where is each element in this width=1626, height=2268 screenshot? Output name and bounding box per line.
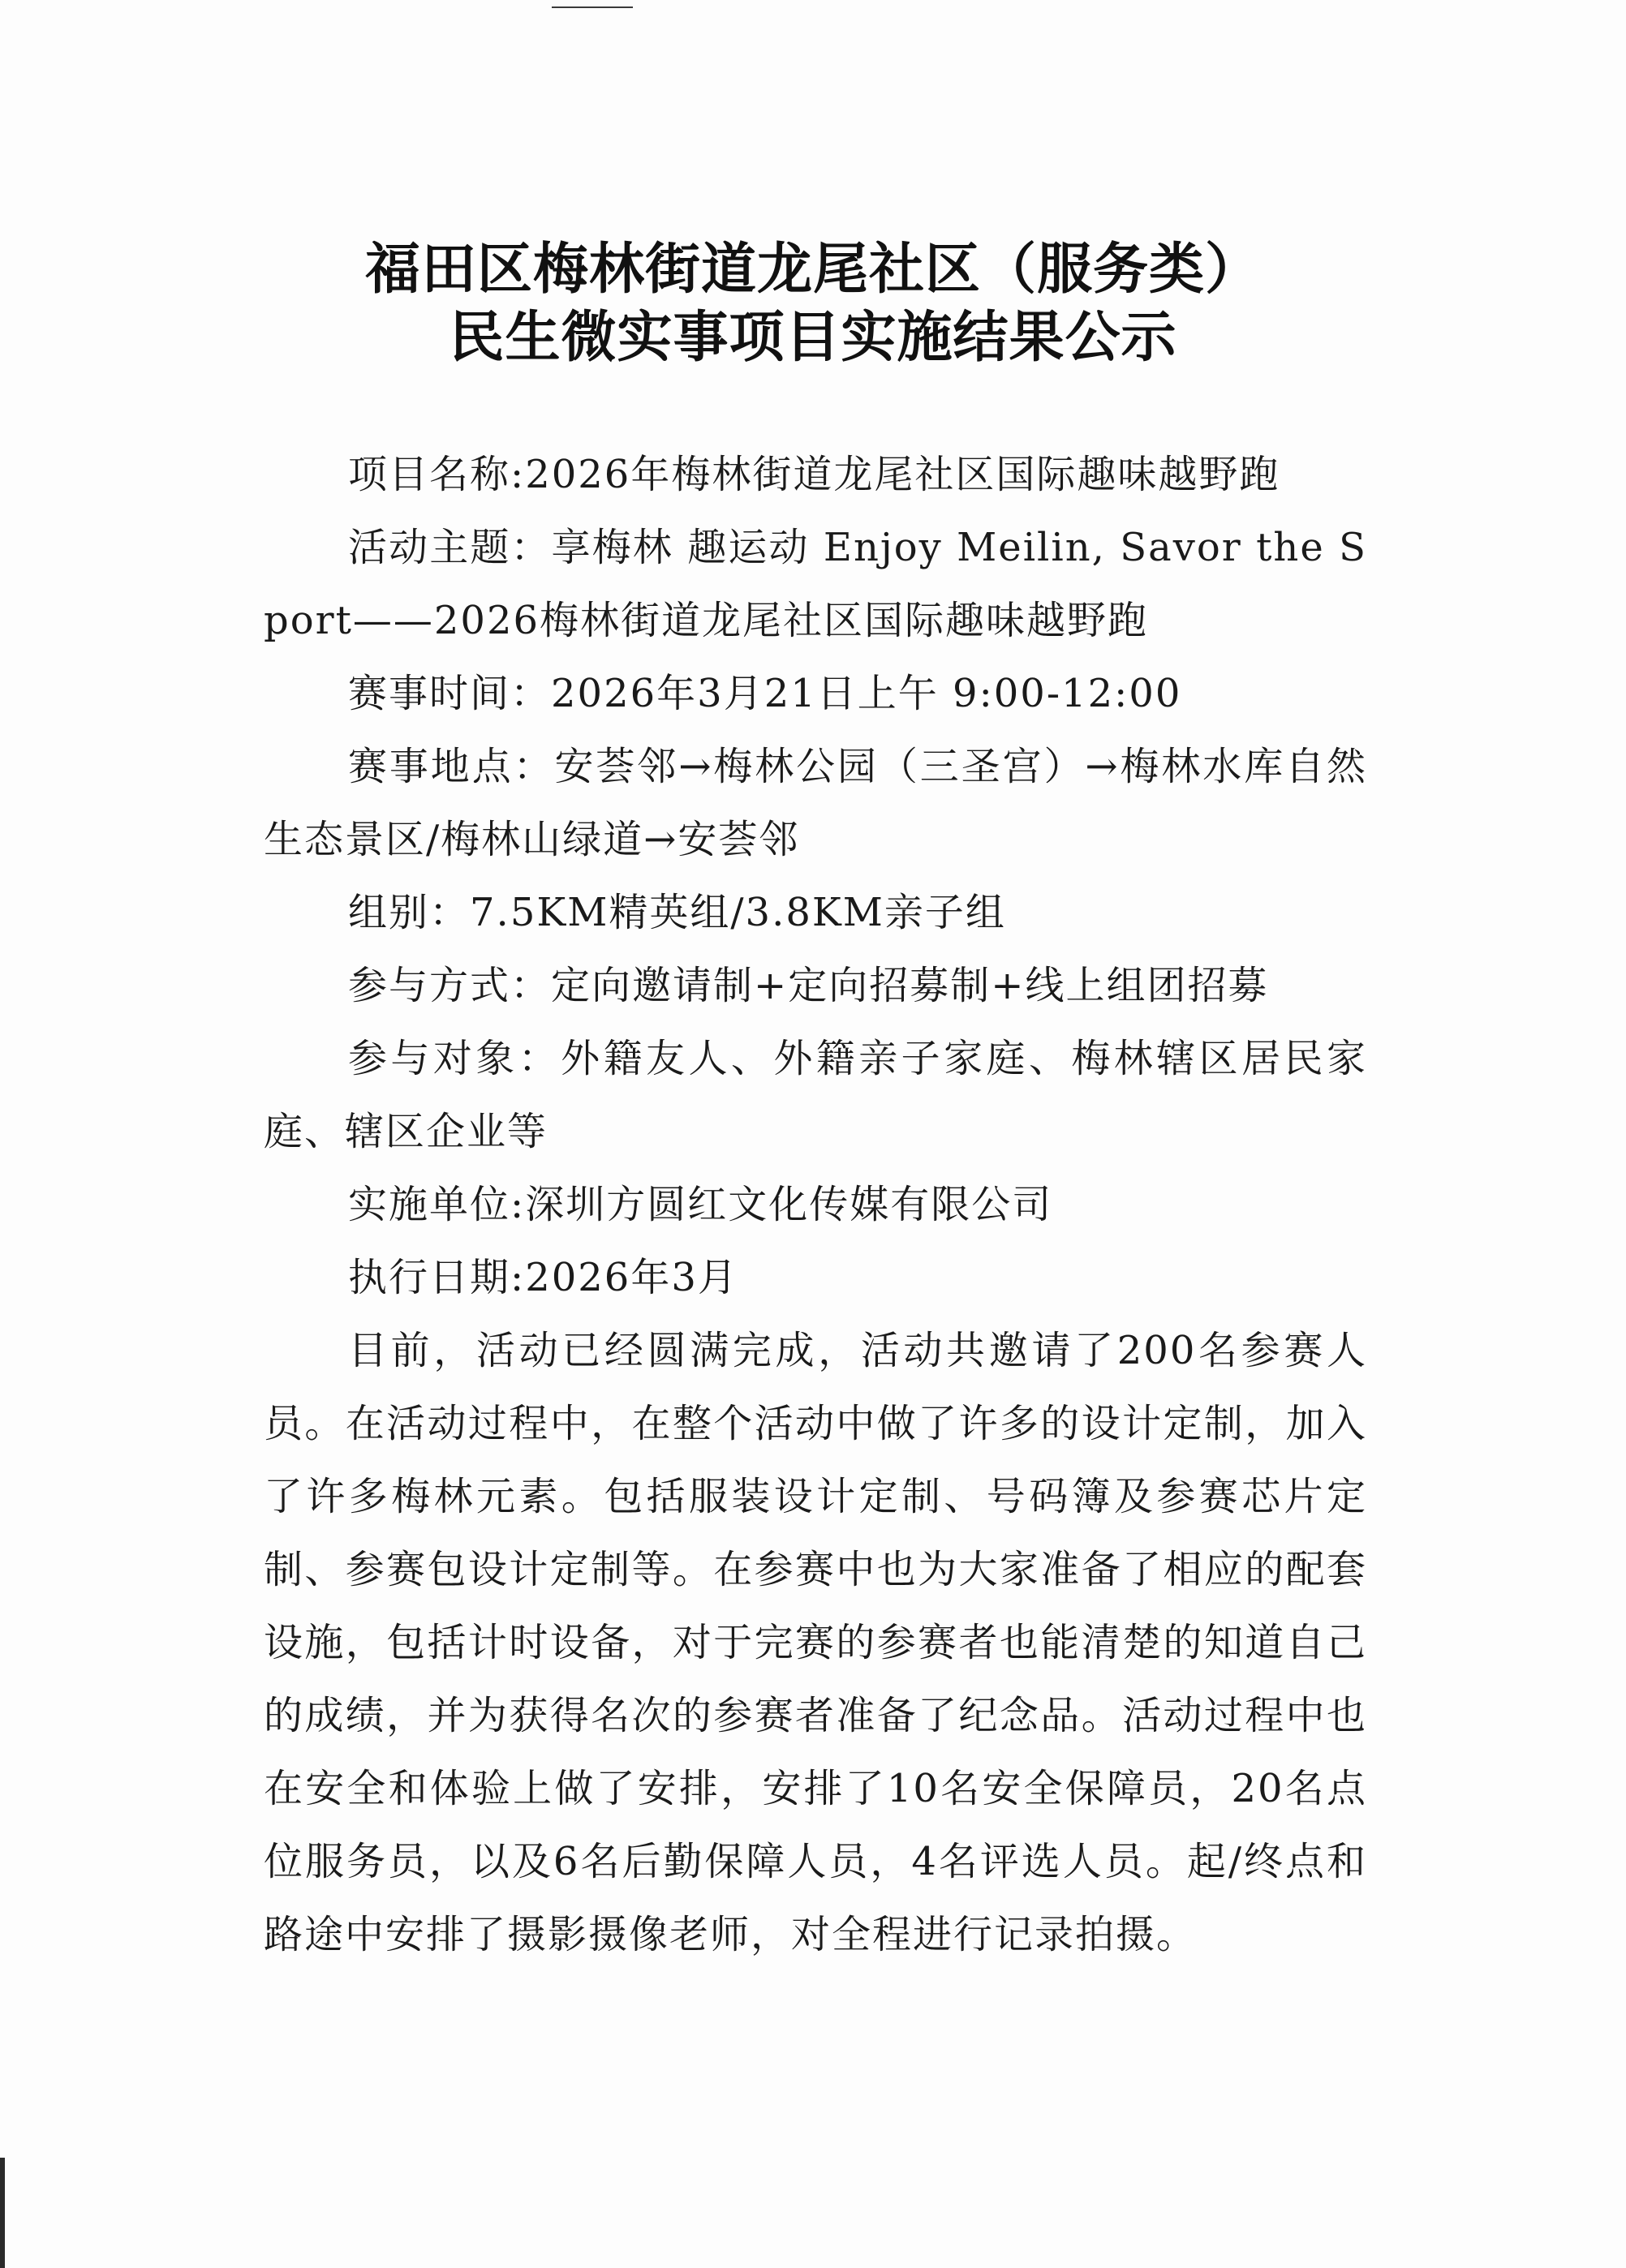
field-value: 外籍友人、外籍亲子家庭、梅林辖区居民家庭、辖区企业等 [264,1036,1367,1154]
field-value: 2026年梅林街道龙尾社区国际趣味越野跑 [525,452,1280,497]
scan-artifact-edge [0,2158,5,2268]
document-title-line-1: 福田区梅林街道龙尾社区（服务类） [364,238,1261,302]
field-label: 项目名称: [348,452,526,497]
field-label: 活动主题： [348,525,552,570]
document-body [264,438,1367,1971]
field-label: 赛事地点： [348,744,555,789]
field-theme [264,511,1367,657]
field-event-time [264,657,1367,730]
field-label: 赛事时间： [348,671,552,716]
scan-artifact-top [552,6,633,8]
field-label: 执行日期: [348,1255,526,1300]
field-participation-method [264,949,1367,1022]
field-value: 享梅林 趣运动 Enjoy Meilin, Savor the Sport——2026梅林街道龙尾社区国际趣味越野跑 [264,525,1367,643]
field-value: 深圳方圆红文化传媒有限公司 [525,1182,1053,1227]
field-project-name [264,438,1367,511]
field-value: 2026年3月21日上午 9:00-12:00 [551,671,1182,716]
field-value: 安荟邻→梅林公园（三圣宫）→梅林水库自然生态景区/梅林山绿道→安荟邻 [264,744,1367,862]
field-label: 参与方式： [348,963,552,1008]
field-value: 7.5KM精英组/3.8KM亲子组 [470,890,1006,935]
field-value: 2026年3月 [525,1255,738,1300]
field-label: 实施单位: [348,1182,526,1227]
field-participants [264,1022,1367,1168]
field-execution-date [264,1241,1367,1314]
field-implementer [264,1168,1367,1241]
field-value: 定向邀请制+定向招募制+线上组团招募 [551,963,1269,1008]
field-event-location [264,730,1367,876]
field-label: 组别： [348,890,471,935]
field-label: 参与对象： [348,1036,561,1081]
document-title-line-2: 民生微实事项目实施结果公示 [449,306,1177,370]
field-groups [264,876,1367,949]
summary-paragraph: 目前，活动已经圆满完成，活动共邀请了200名参赛人员。在活动过程中，在整个活动中做了许多的设计定制，加入了许多梅林元素。包括服装设计定制、号码簿及参赛芯片定制、参赛包设计定制等。在参赛中也为大家准备了相应的配套设施，包括计时设备，对于完赛的参赛者也能清楚的知道自己的成绩，并为获得名次的参赛者准备了纪念品。活动过程中也在安全和体验上做了安排，安排了10名安全保障员，20名点位服务员，以及6名后勤保障人员，4名评选人员。起/终点和路途中安排了摄影摄像老师，对全程进行记录拍摄。 [264,1328,1367,1957]
